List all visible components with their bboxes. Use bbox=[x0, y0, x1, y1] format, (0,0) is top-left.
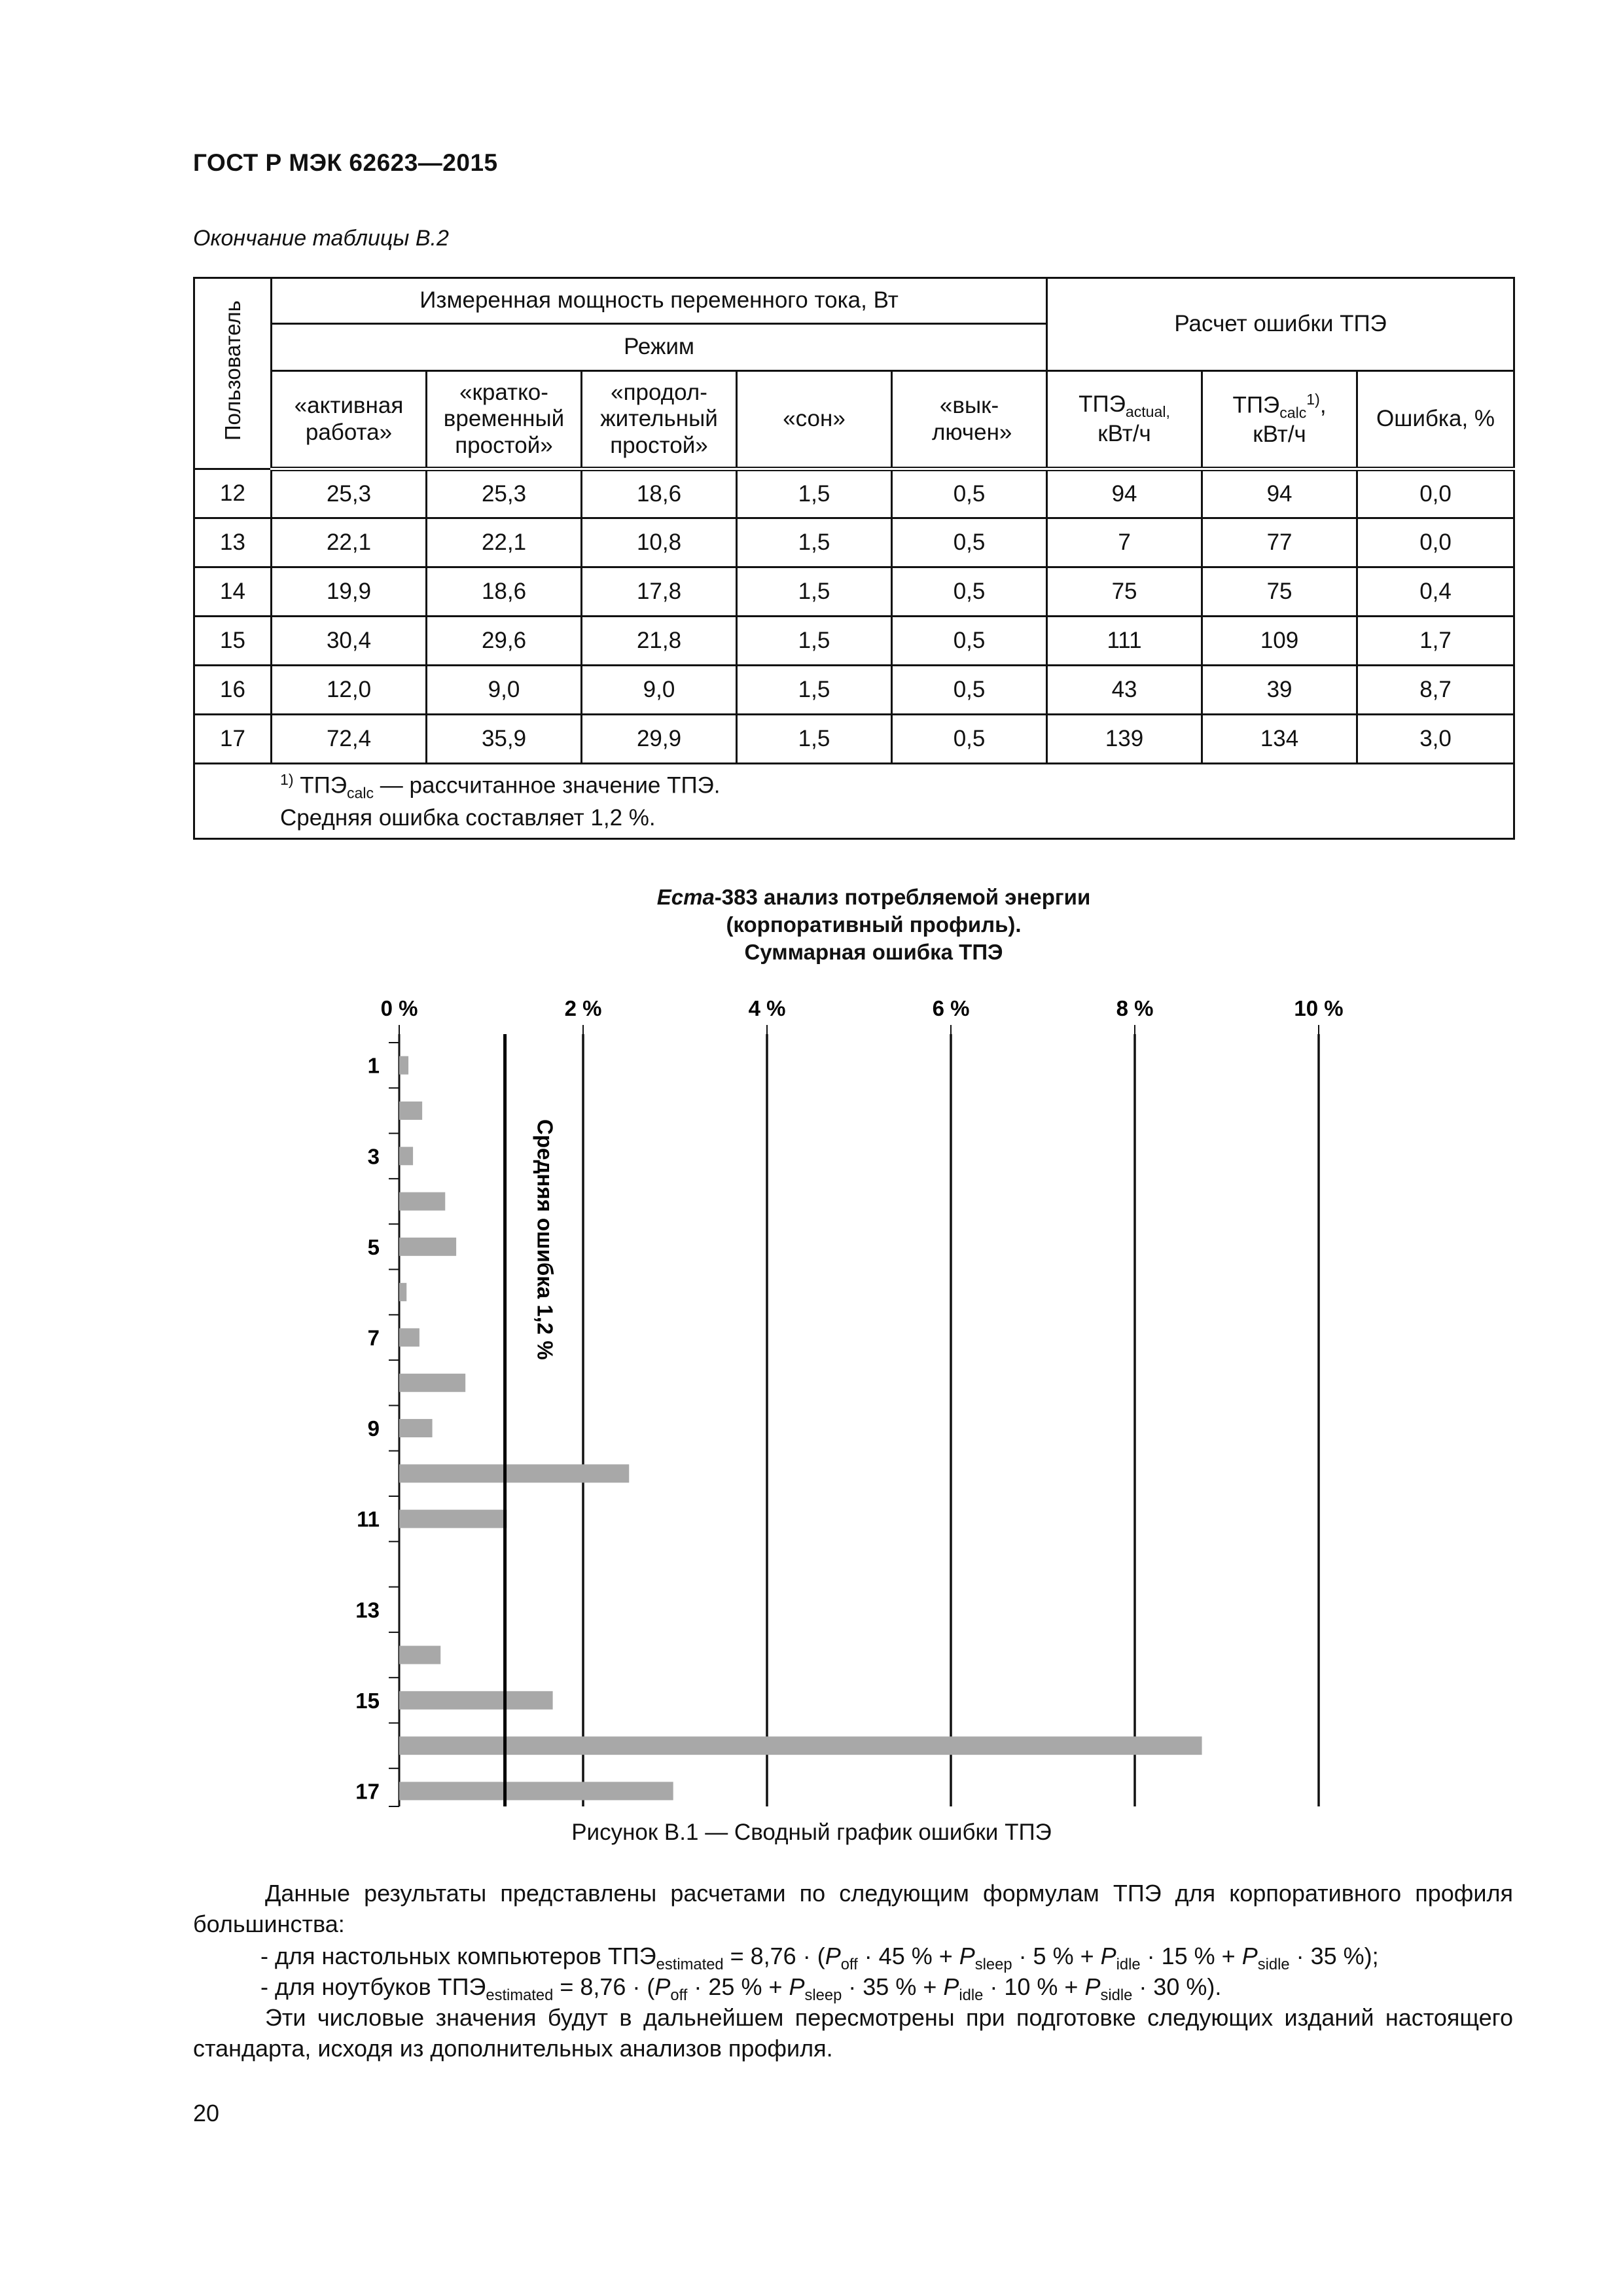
table-cell: 75 bbox=[1202, 567, 1357, 617]
y-tick-label: 17 bbox=[355, 1779, 380, 1804]
power-group-header: Измеренная мощность переменного тока, Вт bbox=[272, 278, 1047, 324]
average-error-label: Средняя ошибка 1,2 % bbox=[533, 1119, 558, 1360]
y-tick-label: 3 bbox=[367, 1144, 380, 1169]
formula-notebook: - для ноутбуков $ТПЭ_{estimated} = 8,76 \cdot (P_{off} \cdot 25$ % + $P_{sleep} \cdot 35$ % + $P_{idle} \cdot 10$ % + $P_{sidle} \cdot 30$ %). bbox=[260, 1973, 1222, 2005]
bar-user-3 bbox=[399, 1147, 413, 1165]
mode-header-sleep: «сон» bbox=[737, 371, 892, 469]
table-cell: 21,8 bbox=[582, 617, 737, 666]
table-cell: 1,5 bbox=[737, 567, 892, 617]
table-row bbox=[194, 518, 1514, 567]
bar-user-17 bbox=[399, 1782, 673, 1800]
bar-user-7 bbox=[399, 1328, 419, 1346]
mode-header-short-idle: «кратко-временный простой» bbox=[427, 371, 582, 469]
table-cell: 0,5 bbox=[892, 567, 1047, 617]
data-table bbox=[193, 277, 1515, 840]
y-tick-label: 11 bbox=[357, 1507, 380, 1532]
table-cell: 1,5 bbox=[737, 469, 892, 518]
table-cell: 0,5 bbox=[892, 518, 1047, 567]
table-cell: 22,1 bbox=[272, 518, 427, 567]
x-tick-label: 6 % bbox=[932, 996, 970, 1020]
user-number-cell: 16 bbox=[194, 666, 272, 715]
user-number-cell: 14 bbox=[194, 567, 272, 617]
table-cell: 0,5 bbox=[892, 617, 1047, 666]
table-cell: 22,1 bbox=[427, 518, 582, 567]
table-cell: 25,3 bbox=[427, 469, 582, 518]
table-cell: 0,5 bbox=[892, 666, 1047, 715]
document-header: ГОСТ Р МЭК 62623—2015 bbox=[193, 149, 498, 176]
table-cell: 18,6 bbox=[582, 469, 737, 518]
table-cell: 29,6 bbox=[427, 617, 582, 666]
paragraph-revision-note: Эти числовые значения будут в дальнейшем пересмотрены при подготовке следующих изданий настоящего стандарта, исходя из дополнительных анализов профиля. bbox=[193, 2004, 1513, 2062]
table-cell: 72,4 bbox=[272, 715, 427, 764]
table-cell: 35,9 bbox=[427, 715, 582, 764]
table-cell: 94 bbox=[1047, 469, 1202, 518]
chart-title: Ecma-383 анализ потребляемой энергии (корпоративный профиль). Суммарная ошибка ТПЭ bbox=[656, 885, 1091, 964]
paragraph-formulas-intro: Данные результаты представлены расчетами по следующим формулам ТПЭ для корпоративного профиля большинства: bbox=[193, 1880, 1513, 1937]
user-number-cell: 15 bbox=[194, 617, 272, 666]
mode-group-header: Режим bbox=[272, 324, 1047, 371]
table-cell: 0,4 bbox=[1357, 567, 1514, 617]
col-user-header: Пользователь bbox=[194, 278, 272, 469]
table-cell: 18,6 bbox=[427, 567, 582, 617]
tpe-calc-header: $ТПЭ_{calc}^{1)}$, кВт/ч bbox=[1202, 371, 1357, 469]
table-row bbox=[194, 567, 1514, 617]
table-cell: 30,4 bbox=[272, 617, 427, 666]
y-tick-label: 9 bbox=[367, 1416, 380, 1441]
table-caption: Окончание таблицы В.2 bbox=[193, 226, 449, 251]
table-cell: 19,9 bbox=[272, 567, 427, 617]
bar-user-9 bbox=[399, 1419, 433, 1437]
table-cell: 9,0 bbox=[582, 666, 737, 715]
formula-desktop: - для настольных компьютеров $ТПЭ_{estimated} = 8,76 \cdot (P_{off} \cdot 45$ % + $P_{sleep} \cdot 5$ % + $P_{idle} \cdot 15$ % + $P_{sidle} \cdot 35$ %); bbox=[260, 1943, 1379, 1974]
user-number-cell: 17 bbox=[194, 715, 272, 764]
y-tick-label: 13 bbox=[355, 1598, 380, 1623]
y-tick-label: 15 bbox=[355, 1688, 380, 1713]
table-cell: 1,5 bbox=[737, 518, 892, 567]
table-cell: 0,5 bbox=[892, 469, 1047, 518]
table-cell: 0,5 bbox=[892, 715, 1047, 764]
bar-user-5 bbox=[399, 1238, 456, 1256]
error-bar-chart bbox=[0, 969, 1623, 1820]
table-cell: 134 bbox=[1202, 715, 1357, 764]
table-cell: 1,5 bbox=[737, 617, 892, 666]
bar-user-4 bbox=[399, 1193, 445, 1211]
table-cell: 25,3 bbox=[272, 469, 427, 518]
bar-user-10 bbox=[399, 1464, 629, 1482]
table-cell: 9,0 bbox=[427, 666, 582, 715]
table-cell: 111 bbox=[1047, 617, 1202, 666]
table-cell: 17,8 bbox=[582, 567, 737, 617]
mode-header-off: «вык-лючен» bbox=[892, 371, 1047, 469]
table-cell: 94 bbox=[1202, 469, 1357, 518]
x-tick-label: 4 % bbox=[748, 996, 786, 1020]
table-cell: 29,9 bbox=[582, 715, 737, 764]
table-row bbox=[194, 715, 1514, 764]
user-number-cell: 13 bbox=[194, 518, 272, 567]
y-tick-label: 1 bbox=[367, 1053, 380, 1078]
x-tick-label: 10 % bbox=[1294, 996, 1344, 1020]
table-cell: 0,0 bbox=[1357, 469, 1514, 518]
table-cell: 139 bbox=[1047, 715, 1202, 764]
table-cell: 1,7 bbox=[1357, 617, 1514, 666]
mode-header-long-idle: «продол-жительный простой» bbox=[582, 371, 737, 469]
table-cell: 3,0 bbox=[1357, 715, 1514, 764]
table-cell: 43 bbox=[1047, 666, 1202, 715]
bar-user-1 bbox=[399, 1056, 408, 1075]
bar-user-14 bbox=[399, 1646, 440, 1664]
bar-user-16 bbox=[399, 1736, 1202, 1755]
tpe-actual-header: $ТПЭ_{actual,}$ кВт/ч bbox=[1047, 371, 1202, 469]
x-tick-label: 2 % bbox=[564, 996, 602, 1020]
table-cell: 1,5 bbox=[737, 666, 892, 715]
table-cell: 8,7 bbox=[1357, 666, 1514, 715]
bar-user-2 bbox=[399, 1102, 422, 1120]
calc-group-header: Расчет ошибки ТПЭ bbox=[1047, 278, 1514, 371]
table-cell: 7 bbox=[1047, 518, 1202, 567]
table-cell: 12,0 bbox=[272, 666, 427, 715]
table-cell: 0,0 bbox=[1357, 518, 1514, 567]
y-tick-label: 7 bbox=[367, 1325, 380, 1350]
table-cell: 10,8 bbox=[582, 518, 737, 567]
y-tick-label: 5 bbox=[367, 1234, 380, 1259]
table-notes: $^{1)}$ $ТПЭ_{calc}$ — рассчитанное значение ТПЭ. Средняя ошибка составляет 1,2 %. bbox=[194, 764, 1514, 839]
x-tick-label: 0 % bbox=[380, 996, 418, 1020]
table-cell: 39 bbox=[1202, 666, 1357, 715]
average-error-note: Средняя ошибка составляет 1,2 %. bbox=[280, 804, 656, 831]
table-cell: 77 bbox=[1202, 518, 1357, 567]
mode-header-active: «активная работа» bbox=[272, 371, 427, 469]
table-row bbox=[194, 617, 1514, 666]
bar-user-15 bbox=[399, 1691, 553, 1710]
error-header: Ошибка, % bbox=[1357, 371, 1514, 469]
table-row bbox=[194, 666, 1514, 715]
table-cell: 109 bbox=[1202, 617, 1357, 666]
bar-user-6 bbox=[399, 1283, 406, 1301]
table-cell: 75 bbox=[1047, 567, 1202, 617]
bar-user-8 bbox=[399, 1374, 465, 1392]
x-tick-label: 8 % bbox=[1116, 996, 1154, 1020]
user-number-cell: 12 bbox=[194, 469, 272, 518]
bar-user-11 bbox=[399, 1510, 507, 1528]
page-number: 20 bbox=[193, 2100, 220, 2126]
table-cell: 1,5 bbox=[737, 715, 892, 764]
table-row bbox=[194, 469, 1514, 518]
figure-caption: Рисунок В.1 — Сводный график ошибки ТПЭ bbox=[571, 1820, 1052, 1845]
